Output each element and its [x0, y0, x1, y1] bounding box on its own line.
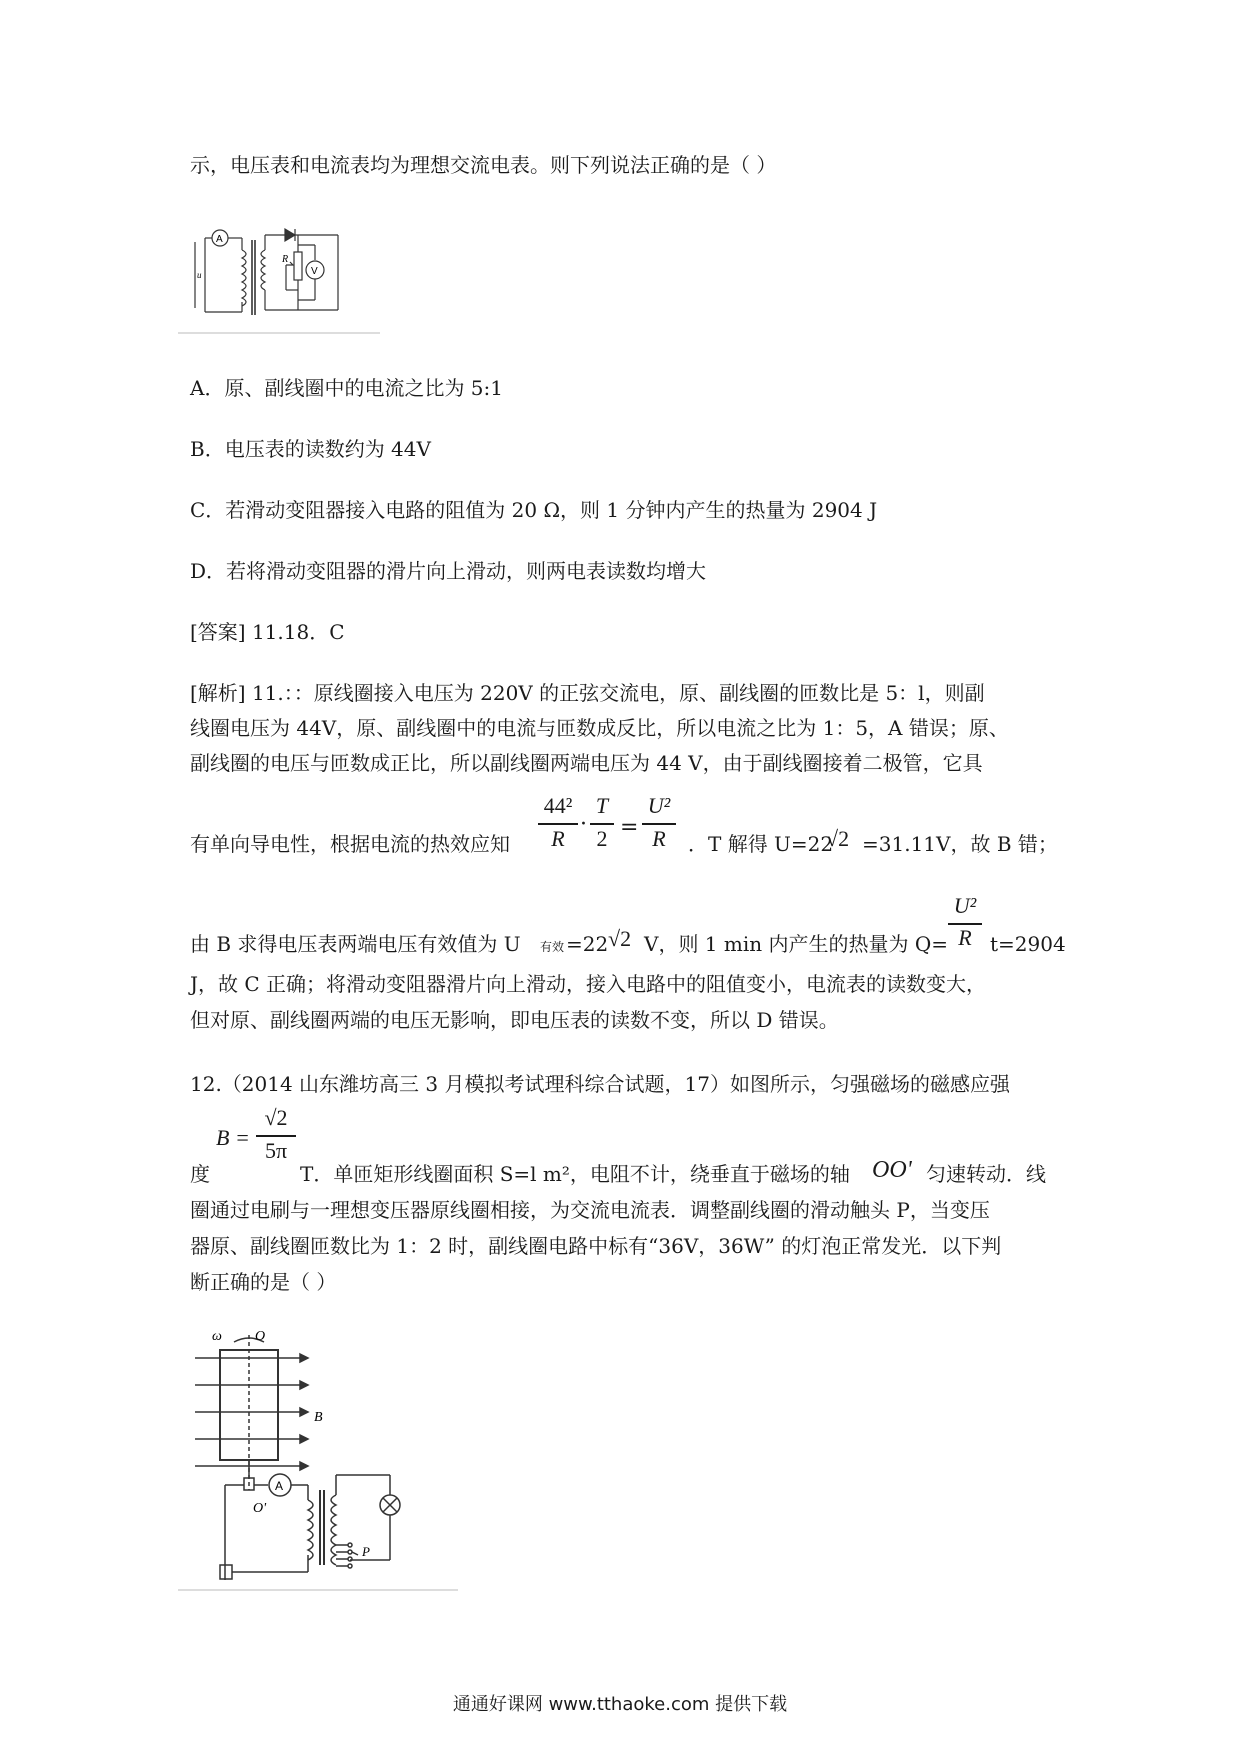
omega-label: ω [212, 1329, 222, 1344]
ammeter-label-2: A [275, 1479, 284, 1493]
axis-label: OO' [872, 1157, 912, 1183]
q11-stem: 示，电压表和电流表均为理想交流电表。则下列说法正确的是（ ） [190, 153, 777, 177]
q11-analysis-line3: 副线圈的电压与匝数成正比，所以副线圈两端电压为 44 V，由于副线圈接着二极管，它具 [190, 751, 983, 775]
q11-analysis-line4c: =31.11V，故 B 错； [862, 832, 1058, 856]
q11-option-c: C．若滑动变阻器接入电路的阻值为 20 Ω，则 1 分钟内产生的热量为 2904 J [190, 498, 878, 522]
input-voltage-label: u [197, 270, 202, 280]
sqrt2-symbol: √2 [826, 826, 850, 851]
q12-line3: 圈通过电刷与一理想变压器原线圈相接，为交流电流表．调整副线圈的滑动触头 P，当变压 [190, 1198, 990, 1222]
q12-line4: 器原、副线圈匝数比为 1：2 时，副线圈电路中标有“36V，36W” 的灯泡正常发光．以下判 [190, 1234, 1002, 1258]
q12-line5: 断正确的是（ ） [190, 1270, 337, 1294]
q11-analysis-line1: [解析] 11.：：原线圈接入电压为 220V 的正弦交流电，原、副线圈的匝数比是 5：l，则副 [190, 681, 985, 705]
o-top-label: O [255, 1329, 266, 1344]
q11-analysis-line5-sub: 有效 [540, 940, 565, 954]
b-formula-den: 5π [264, 1138, 288, 1163]
q11-option-b: B．电压表的读数约为 44V [190, 437, 431, 461]
q12-line2b: T．单匝矩形线圈面积 S=l m²，电阻不计，绕垂直于磁场的轴 [300, 1162, 850, 1186]
resistor-label: R [282, 254, 289, 265]
q12-line2c: 匀速转动．线 [926, 1162, 1046, 1186]
q11-analysis-line4a: 有单向导电性，根据电流的热效应知 [190, 832, 510, 856]
rotating-coil-transformer-figure [190, 1330, 460, 1592]
q12-line2a: 度 [190, 1162, 210, 1186]
q11-option-d: D．若将滑动变阻器的滑片向上滑动，则两电表读数均增大 [190, 559, 707, 583]
formula1-bar1 [538, 823, 578, 825]
b-formula-lhs: B = [216, 1125, 250, 1150]
q11-option-a: A．原、副线圈中的电流之比为 5:1 [190, 376, 503, 400]
formula1-num2: T [595, 793, 609, 818]
q11-analysis-line4b: ．T 解得 U=22 [688, 832, 834, 856]
formula1-num3: U² [647, 793, 671, 818]
p-label: P [362, 1544, 370, 1559]
q11-analysis-line2: 线圈电压为 44V，原、副线圈中的电流与匝数成反比，所以电流之比为 1：5，A 错误；原、 [190, 716, 1009, 740]
q11-analysis-line5a: 由 B 求得电压表两端电压有效值为 U [190, 932, 521, 956]
b-formula-bar [256, 1135, 296, 1137]
formula1-bar2 [590, 823, 614, 825]
formula1-den3: R [652, 826, 666, 851]
q11-analysis-line5c: V，则 1 min 内产生的热量为 Q= [644, 932, 948, 956]
formula1-den2: 2 [596, 826, 608, 851]
sqrt2-symbol-2: √2 [608, 926, 632, 951]
formula1-eq: = [620, 815, 639, 840]
voltmeter-label: V [311, 266, 318, 277]
o-bottom-label: O' [253, 1501, 267, 1516]
formula2-num: U² [953, 893, 977, 918]
b-formula-num: √2 [264, 1105, 288, 1130]
ammeter-label: A [216, 234, 223, 245]
formula1-dot: · [580, 812, 587, 837]
page-footer: 通通好课网 www.tthaoke.com 提供下载 [452, 1694, 788, 1715]
q11-answer: [答案] 11.18．C [190, 620, 345, 644]
b-field-label: B [314, 1410, 323, 1425]
q11-analysis-line6: J，故 C 正确；将滑动变阻器滑片向上滑动，接入电路中的阻值变小，电流表的读数变大， [190, 972, 987, 996]
q12-line1: 12.（2014 山东潍坊高三 3 月模拟考试理科综合试题，17）如图所示，匀强磁场的磁感应强 [190, 1072, 1010, 1096]
formula1-den1: R [551, 826, 565, 851]
formula2-den: R [958, 925, 972, 950]
transformer-circuit-figure [190, 220, 380, 335]
q11-analysis-line5b: =22 [566, 932, 609, 956]
q11-analysis-line7: 但对原、副线圈两端的电压无影响，即电压表的读数不变，所以 D 错误。 [190, 1008, 839, 1032]
formula1-num1: 44² [543, 793, 573, 818]
formula1-bar3 [642, 823, 676, 825]
q11-analysis-line5d: t=2904 [990, 932, 1066, 956]
